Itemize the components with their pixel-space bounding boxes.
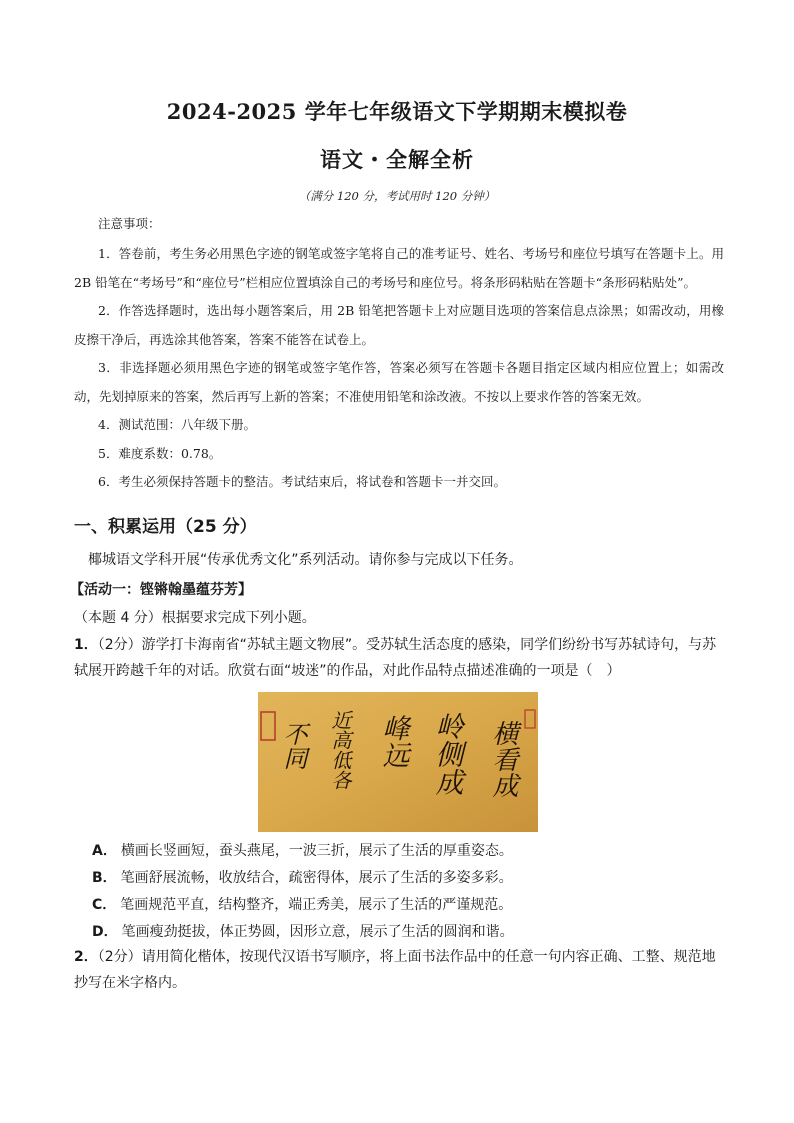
section-heading: 一、积累运用（25 分） <box>74 517 257 537</box>
question-1 <box>74 632 724 684</box>
option-letter: B． <box>92 870 117 886</box>
notice-heading: 注意事项： <box>98 216 161 231</box>
question-1-options <box>92 838 722 946</box>
option-d[interactable] <box>92 919 722 946</box>
option-text: 笔画瘦劲挺拔，体正势圆，因形立意，展示了生活的圆润和谐。 <box>121 924 514 940</box>
calligraphy-column: 横看成 <box>488 720 518 798</box>
calligraphy-column: 岭侧成 <box>431 712 465 796</box>
question-2 <box>74 944 724 996</box>
option-letter: A． <box>92 843 117 859</box>
notice-list <box>74 240 724 497</box>
option-letter: C． <box>92 897 117 913</box>
question-text: （2分）请用简化楷体，按现代汉语书写顺序，将上面书法作品中的任意一句内容正确、工整、规范地抄写在米字格内。 <box>74 949 716 991</box>
notice-item: 2．作答选择题时，选出每小题答案后，用 2B 铅笔把答题卡上对应题目选项的答案信息点涂黑；如需改动，用橡皮擦干净后，再选涂其他答案，答案不能答在试卷上。 <box>74 303 724 347</box>
notice-item: 3．非选择题必须用黑色字迹的钢笔或签字笔作答，答案必须写在答题卡各题目指定区域内相应位置上；如需改动，先划掉原来的答案，然后再写上新的答案；不准使用铅笔和涂改液。不按以上要求作答的答案无效。 <box>74 360 724 404</box>
question-note: （本题 4 分）根据要求完成下列小题。 <box>74 610 316 626</box>
question-text: （2分）游学打卡海南省“苏轼主题文物展”。受苏轼生活态度的感染，同学们纷纷书写苏轼诗句，与苏轼展开跨越千年的对话。欣赏右面“坡迷”的作品，对此作品特点描述准确的一项是（ ） <box>74 637 717 679</box>
option-text: 笔画舒展流畅，收放结合，疏密得体，展示了生活的多姿多彩。 <box>120 870 513 886</box>
section-intro: 椰城语文学科开展“传承优秀文化”系列活动。请你参与完成以下任务。 <box>88 552 523 568</box>
notice-item: 4．测试范围：八年级下册。 <box>98 417 256 432</box>
question-number: 1． <box>74 637 98 653</box>
page-subtitle: 语文・全解全析 <box>320 147 474 172</box>
option-letter: D． <box>92 924 118 940</box>
option-text: 横画长竖画短，蚕头燕尾，一波三折，展示了生活的厚重姿态。 <box>120 843 513 859</box>
calligraphy-column: 近高低各 <box>328 710 352 790</box>
calligraphy-column: 峰远 <box>377 714 409 768</box>
option-c[interactable] <box>92 892 722 919</box>
notice-item: 6．考生必须保持答题卡的整洁。考试结束后，将试卷和答题卡一并交回。 <box>98 474 506 489</box>
notice-item: 1．答卷前，考生务必用黑色字迹的钢笔或签字笔将自己的准考证号、姓名、考场号和座位号填写在答题卡上。用 2B 铅笔在“考场号”和“座位号”栏相应位置填涂自己的考场号和座位号。将条形码粘贴在答题卡“条形码粘贴处”。 <box>74 246 724 290</box>
activity-heading: 【活动一：铿锵翰墨蕴芬芳】 <box>70 582 252 598</box>
calligraphy-column: 不同 <box>279 722 307 770</box>
option-text: 笔画规范平直，结构整齐，端正秀美，展示了生活的严谨规范。 <box>120 897 513 913</box>
option-b[interactable] <box>92 865 722 892</box>
page-title: 2024-2025 学年七年级语文下学期期末模拟卷 <box>166 99 628 124</box>
score-note: （满分 120 分，考试用时 120 分钟） <box>298 189 496 203</box>
calligraphy-image <box>258 692 538 832</box>
question-number: 2． <box>74 949 98 965</box>
option-a[interactable] <box>92 838 722 865</box>
notice-item: 5．难度系数：0.78。 <box>98 445 222 461</box>
